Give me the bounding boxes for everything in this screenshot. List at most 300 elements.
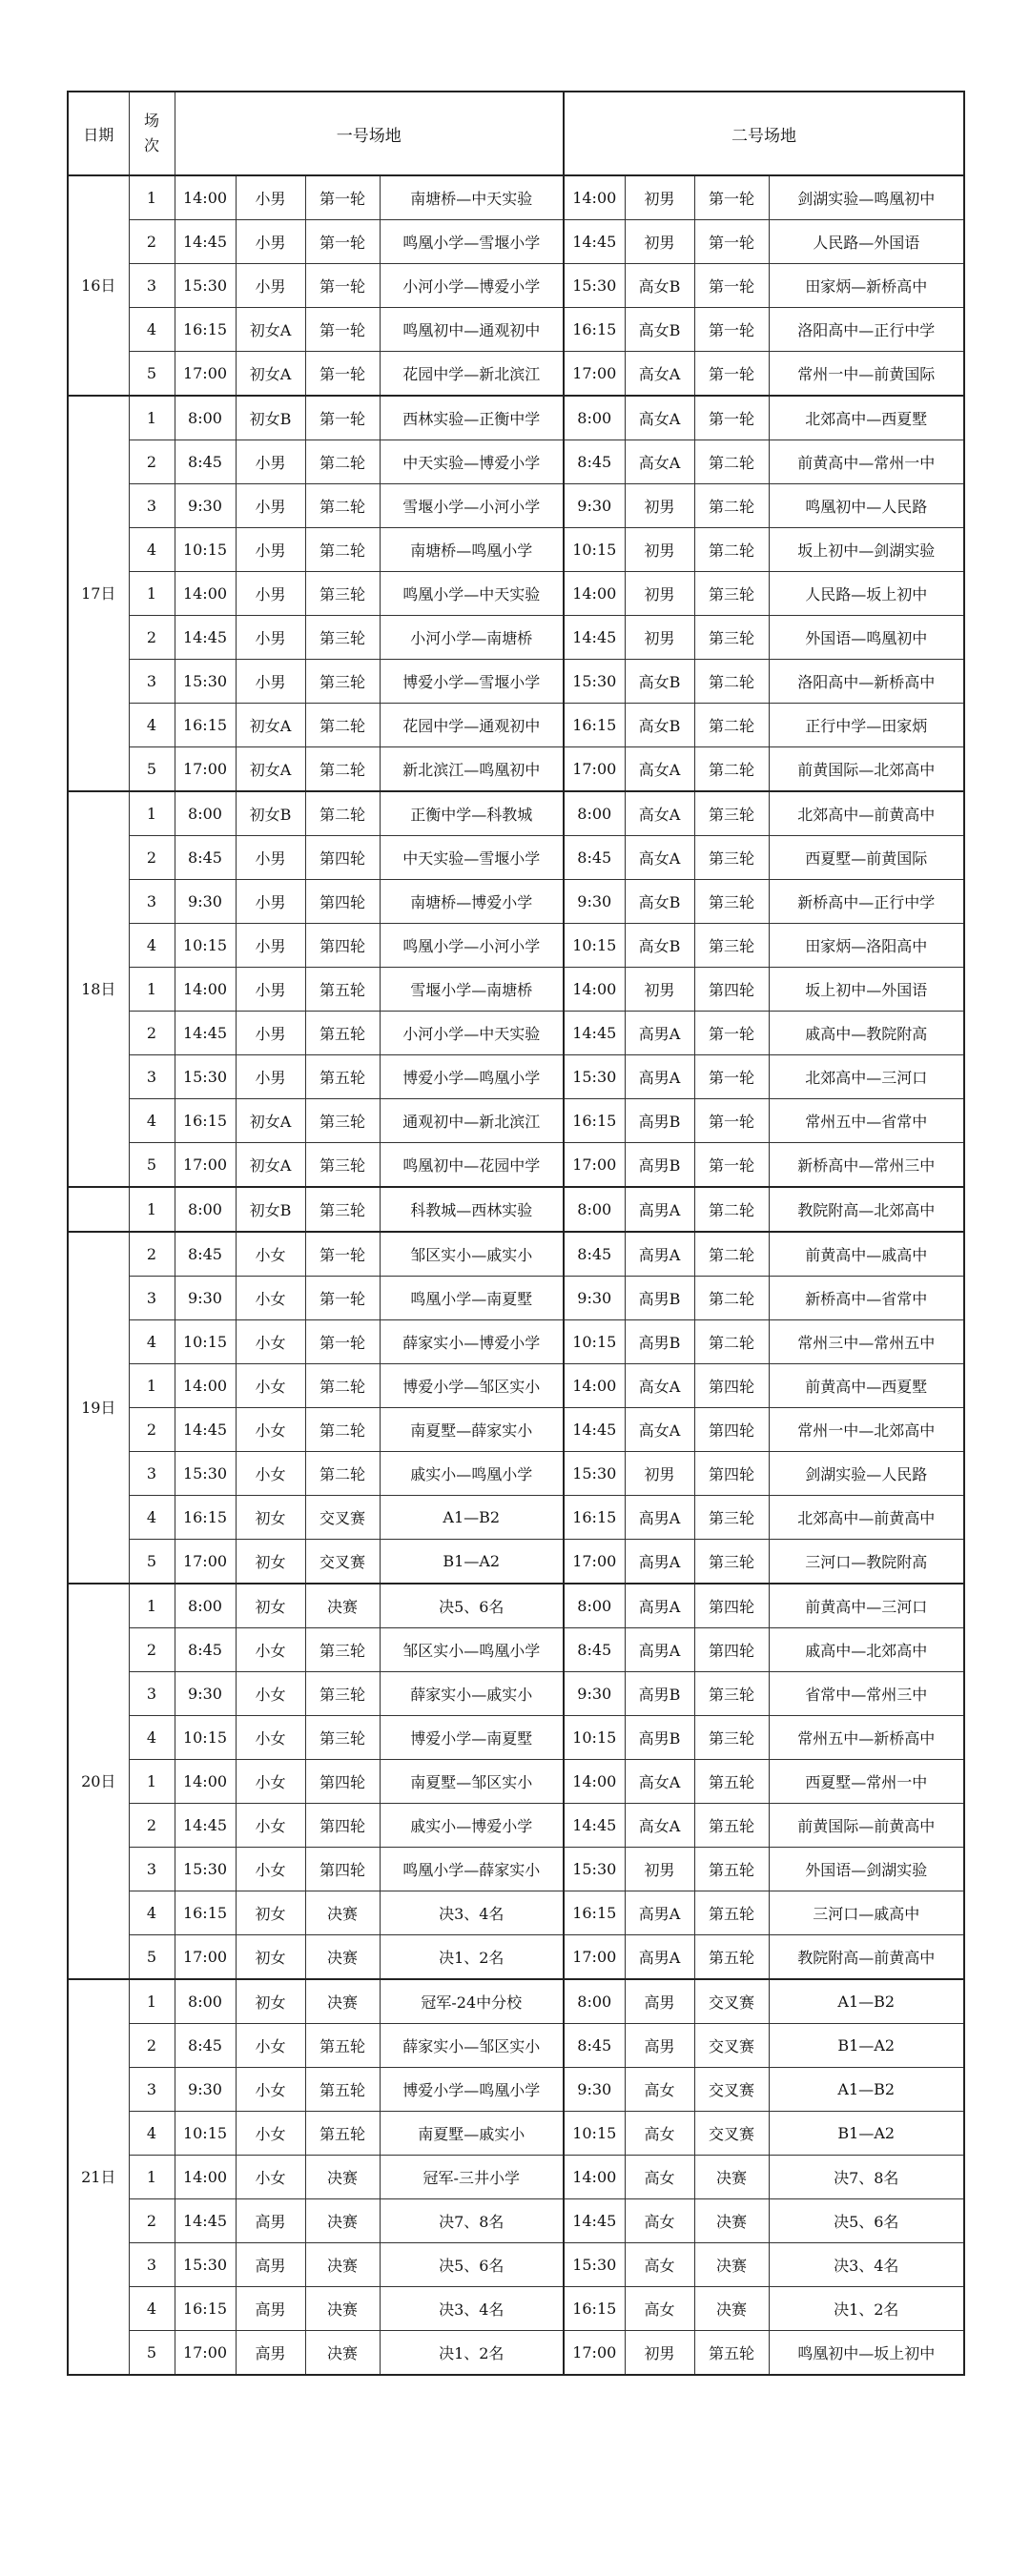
stage-cell-1: 第五轮 bbox=[305, 2068, 380, 2112]
round-cell: 3 bbox=[129, 1277, 175, 1320]
matchup-cell-1: 鸣凰小学—中天实验 bbox=[380, 572, 564, 616]
table-row bbox=[68, 2024, 964, 2068]
stage-cell-2: 决赛 bbox=[694, 2287, 769, 2331]
date-cell: 21日 bbox=[68, 1979, 129, 2375]
matchup-cell-2: B1—A2 bbox=[769, 2112, 964, 2156]
matchup-cell-1: B1—A2 bbox=[380, 1540, 564, 1584]
time-cell-2: 14:00 bbox=[564, 1760, 625, 1804]
matchup-cell-2: 北郊高中—前黄高中 bbox=[769, 791, 964, 836]
round-cell: 3 bbox=[129, 1055, 175, 1099]
table-row bbox=[68, 264, 964, 308]
stage-cell-1: 第一轮 bbox=[305, 220, 380, 264]
time-cell-1: 10:15 bbox=[175, 1716, 236, 1760]
group-cell-1: 初女A bbox=[236, 1143, 305, 1188]
time-cell-2: 15:30 bbox=[564, 1055, 625, 1099]
round-cell: 1 bbox=[129, 396, 175, 440]
table-row bbox=[68, 616, 964, 660]
stage-cell-2: 第一轮 bbox=[694, 396, 769, 440]
table-row bbox=[68, 968, 964, 1012]
stage-cell-1: 第三轮 bbox=[305, 1099, 380, 1143]
time-cell-1: 8:45 bbox=[175, 1628, 236, 1672]
round-cell: 2 bbox=[129, 1804, 175, 1848]
stage-cell-1: 第一轮 bbox=[305, 175, 380, 220]
stage-cell-2: 第三轮 bbox=[694, 1496, 769, 1540]
time-cell-2: 14:45 bbox=[564, 2199, 625, 2243]
matchup-cell-1: 决7、8名 bbox=[380, 2199, 564, 2243]
table-row bbox=[68, 308, 964, 352]
matchup-cell-2: 坂上初中—外国语 bbox=[769, 968, 964, 1012]
round-cell: 3 bbox=[129, 2068, 175, 2112]
stage-cell-2: 第三轮 bbox=[694, 1540, 769, 1584]
group-cell-2: 高男A bbox=[625, 1891, 694, 1935]
round-cell: 4 bbox=[129, 1891, 175, 1935]
round-cell: 1 bbox=[129, 1584, 175, 1628]
group-cell-2: 初男 bbox=[625, 528, 694, 572]
time-cell-1: 14:00 bbox=[175, 1364, 236, 1408]
group-cell-2: 初男 bbox=[625, 1848, 694, 1891]
group-cell-1: 小男 bbox=[236, 660, 305, 704]
group-cell-2: 高男 bbox=[625, 1979, 694, 2024]
time-cell-1: 8:00 bbox=[175, 396, 236, 440]
table-row bbox=[68, 175, 964, 220]
group-cell-2: 高女A bbox=[625, 352, 694, 397]
header-venue-2: 二号场地 bbox=[564, 92, 964, 175]
matchup-cell-1: 冠军-三井小学 bbox=[380, 2156, 564, 2199]
stage-cell-2: 第二轮 bbox=[694, 1187, 769, 1232]
group-cell-1: 小男 bbox=[236, 528, 305, 572]
table-row bbox=[68, 484, 964, 528]
group-cell-1: 初女B bbox=[236, 1187, 305, 1232]
group-cell-2: 高男A bbox=[625, 1540, 694, 1584]
time-cell-2: 16:15 bbox=[564, 2287, 625, 2331]
time-cell-1: 15:30 bbox=[175, 660, 236, 704]
stage-cell-2: 第二轮 bbox=[694, 440, 769, 484]
stage-cell-1: 第四轮 bbox=[305, 836, 380, 880]
round-cell: 2 bbox=[129, 2024, 175, 2068]
time-cell-1: 16:15 bbox=[175, 2287, 236, 2331]
round-cell: 1 bbox=[129, 1979, 175, 2024]
matchup-cell-1: 邹区实小—戚实小 bbox=[380, 1232, 564, 1277]
stage-cell-1: 第二轮 bbox=[305, 1408, 380, 1452]
matchup-cell-2: 前黄国际—北郊高中 bbox=[769, 747, 964, 792]
stage-cell-1: 第二轮 bbox=[305, 484, 380, 528]
stage-cell-2: 第四轮 bbox=[694, 1408, 769, 1452]
stage-cell-1: 第二轮 bbox=[305, 791, 380, 836]
matchup-cell-2: 新桥高中—常州三中 bbox=[769, 1143, 964, 1188]
schedule-table bbox=[67, 91, 965, 2376]
time-cell-1: 14:45 bbox=[175, 616, 236, 660]
table-row bbox=[68, 1935, 964, 1980]
group-cell-2: 初男 bbox=[625, 175, 694, 220]
date-cell bbox=[68, 1187, 129, 1232]
time-cell-1: 15:30 bbox=[175, 1452, 236, 1496]
time-cell-1: 14:45 bbox=[175, 1408, 236, 1452]
group-cell-1: 初女 bbox=[236, 1584, 305, 1628]
table-row bbox=[68, 2068, 964, 2112]
time-cell-1: 14:45 bbox=[175, 1804, 236, 1848]
table-row bbox=[68, 1187, 964, 1232]
group-cell-2: 高女A bbox=[625, 1804, 694, 1848]
time-cell-1: 16:15 bbox=[175, 704, 236, 747]
stage-cell-1: 决赛 bbox=[305, 2156, 380, 2199]
stage-cell-2: 第五轮 bbox=[694, 1804, 769, 1848]
matchup-cell-2: A1—B2 bbox=[769, 2068, 964, 2112]
time-cell-1: 10:15 bbox=[175, 528, 236, 572]
time-cell-1: 8:45 bbox=[175, 440, 236, 484]
group-cell-1: 小女 bbox=[236, 1848, 305, 1891]
matchup-cell-1: 南夏墅—戚实小 bbox=[380, 2112, 564, 2156]
matchup-cell-2: 人民路—外国语 bbox=[769, 220, 964, 264]
group-cell-1: 初女 bbox=[236, 1540, 305, 1584]
table-row bbox=[68, 660, 964, 704]
time-cell-1: 16:15 bbox=[175, 1099, 236, 1143]
group-cell-1: 初女A bbox=[236, 704, 305, 747]
time-cell-2: 17:00 bbox=[564, 1935, 625, 1980]
matchup-cell-1: 决1、2名 bbox=[380, 2331, 564, 2376]
time-cell-2: 9:30 bbox=[564, 2068, 625, 2112]
time-cell-1: 10:15 bbox=[175, 924, 236, 968]
stage-cell-1: 第四轮 bbox=[305, 1848, 380, 1891]
time-cell-1: 15:30 bbox=[175, 1055, 236, 1099]
group-cell-2: 初男 bbox=[625, 220, 694, 264]
stage-cell-2: 第三轮 bbox=[694, 1672, 769, 1716]
date-cell: 16日 bbox=[68, 175, 129, 396]
matchup-cell-2: 前黄高中—西夏墅 bbox=[769, 1364, 964, 1408]
matchup-cell-1: 南塘桥—鸣凰小学 bbox=[380, 528, 564, 572]
matchup-cell-1: 鸣凰小学—小河小学 bbox=[380, 924, 564, 968]
matchup-cell-1: 戚实小—鸣凰小学 bbox=[380, 1452, 564, 1496]
time-cell-2: 8:45 bbox=[564, 1232, 625, 1277]
matchup-cell-1: 博爱小学—鸣凰小学 bbox=[380, 1055, 564, 1099]
stage-cell-2: 第二轮 bbox=[694, 704, 769, 747]
group-cell-1: 小男 bbox=[236, 924, 305, 968]
stage-cell-2: 第四轮 bbox=[694, 1628, 769, 1672]
table-row bbox=[68, 1979, 964, 2024]
round-cell: 3 bbox=[129, 880, 175, 924]
matchup-cell-1: 决5、6名 bbox=[380, 2243, 564, 2287]
group-cell-2: 高女A bbox=[625, 1408, 694, 1452]
stage-cell-1: 交叉赛 bbox=[305, 1540, 380, 1584]
matchup-cell-2: A1—B2 bbox=[769, 1979, 964, 2024]
stage-cell-2: 决赛 bbox=[694, 2199, 769, 2243]
stage-cell-2: 第一轮 bbox=[694, 1143, 769, 1188]
matchup-cell-2: 鸣凰初中—人民路 bbox=[769, 484, 964, 528]
date-cell: 19日 bbox=[68, 1232, 129, 1584]
group-cell-1: 小女 bbox=[236, 2112, 305, 2156]
stage-cell-1: 第三轮 bbox=[305, 1143, 380, 1188]
table-row bbox=[68, 528, 964, 572]
group-cell-1: 小女 bbox=[236, 1760, 305, 1804]
stage-cell-1: 第一轮 bbox=[305, 1277, 380, 1320]
matchup-cell-1: A1—B2 bbox=[380, 1496, 564, 1540]
group-cell-2: 高男B bbox=[625, 1277, 694, 1320]
group-cell-1: 初女A bbox=[236, 1099, 305, 1143]
round-cell: 4 bbox=[129, 924, 175, 968]
group-cell-2: 高男A bbox=[625, 1584, 694, 1628]
round-cell: 4 bbox=[129, 528, 175, 572]
time-cell-2: 9:30 bbox=[564, 1672, 625, 1716]
stage-cell-2: 第四轮 bbox=[694, 1452, 769, 1496]
group-cell-1: 小女 bbox=[236, 1628, 305, 1672]
round-cell: 3 bbox=[129, 264, 175, 308]
matchup-cell-2: 人民路—坂上初中 bbox=[769, 572, 964, 616]
group-cell-1: 小男 bbox=[236, 264, 305, 308]
matchup-cell-1: 南夏墅—邹区实小 bbox=[380, 1760, 564, 1804]
matchup-cell-2: 省常中—常州三中 bbox=[769, 1672, 964, 1716]
stage-cell-2: 第四轮 bbox=[694, 1584, 769, 1628]
group-cell-1: 小男 bbox=[236, 1055, 305, 1099]
stage-cell-1: 第二轮 bbox=[305, 1452, 380, 1496]
table-row bbox=[68, 2156, 964, 2199]
round-cell: 3 bbox=[129, 1452, 175, 1496]
time-cell-1: 17:00 bbox=[175, 1540, 236, 1584]
time-cell-2: 8:45 bbox=[564, 2024, 625, 2068]
stage-cell-2: 第二轮 bbox=[694, 1232, 769, 1277]
stage-cell-1: 第三轮 bbox=[305, 1716, 380, 1760]
group-cell-2: 高女A bbox=[625, 396, 694, 440]
round-cell: 3 bbox=[129, 660, 175, 704]
matchup-cell-1: 小河小学—博爱小学 bbox=[380, 264, 564, 308]
group-cell-2: 高女 bbox=[625, 2199, 694, 2243]
date-cell: 18日 bbox=[68, 791, 129, 1187]
matchup-cell-1: 博爱小学—邹区实小 bbox=[380, 1364, 564, 1408]
matchup-cell-2: 前黄高中—三河口 bbox=[769, 1584, 964, 1628]
group-cell-2: 初男 bbox=[625, 968, 694, 1012]
round-cell: 4 bbox=[129, 1496, 175, 1540]
time-cell-2: 17:00 bbox=[564, 1540, 625, 1584]
round-cell: 1 bbox=[129, 1187, 175, 1232]
stage-cell-2: 第一轮 bbox=[694, 264, 769, 308]
group-cell-2: 高男A bbox=[625, 1232, 694, 1277]
stage-cell-1: 第三轮 bbox=[305, 1187, 380, 1232]
stage-cell-1: 决赛 bbox=[305, 1584, 380, 1628]
round-cell: 1 bbox=[129, 1760, 175, 1804]
table-row bbox=[68, 880, 964, 924]
stage-cell-1: 第五轮 bbox=[305, 968, 380, 1012]
matchup-cell-1: 戚实小—博爱小学 bbox=[380, 1804, 564, 1848]
time-cell-2: 10:15 bbox=[564, 1320, 625, 1364]
stage-cell-1: 第三轮 bbox=[305, 660, 380, 704]
stage-cell-1: 第三轮 bbox=[305, 572, 380, 616]
round-cell: 2 bbox=[129, 616, 175, 660]
matchup-cell-2: 戚高中—教院附高 bbox=[769, 1012, 964, 1055]
time-cell-1: 17:00 bbox=[175, 747, 236, 792]
round-cell: 1 bbox=[129, 968, 175, 1012]
stage-cell-2: 第四轮 bbox=[694, 1364, 769, 1408]
stage-cell-2: 第三轮 bbox=[694, 924, 769, 968]
time-cell-2: 17:00 bbox=[564, 2331, 625, 2376]
stage-cell-1: 第四轮 bbox=[305, 1804, 380, 1848]
stage-cell-1: 第二轮 bbox=[305, 528, 380, 572]
matchup-cell-2: 外国语—剑湖实验 bbox=[769, 1848, 964, 1891]
round-cell: 4 bbox=[129, 308, 175, 352]
matchup-cell-2: 外国语—鸣凰初中 bbox=[769, 616, 964, 660]
matchup-cell-1: 小河小学—中天实验 bbox=[380, 1012, 564, 1055]
stage-cell-2: 第一轮 bbox=[694, 175, 769, 220]
time-cell-1: 10:15 bbox=[175, 2112, 236, 2156]
round-cell: 1 bbox=[129, 572, 175, 616]
matchup-cell-2: 北郊高中—前黄高中 bbox=[769, 1496, 964, 1540]
matchup-cell-1: 南塘桥—博爱小学 bbox=[380, 880, 564, 924]
stage-cell-1: 决赛 bbox=[305, 2243, 380, 2287]
matchup-cell-2: 教院附高—前黄高中 bbox=[769, 1935, 964, 1980]
table-row bbox=[68, 572, 964, 616]
matchup-cell-2: 正行中学—田家炳 bbox=[769, 704, 964, 747]
group-cell-1: 初女A bbox=[236, 352, 305, 397]
table-row bbox=[68, 1760, 964, 1804]
group-cell-2: 高女B bbox=[625, 924, 694, 968]
table-row bbox=[68, 1232, 964, 1277]
round-cell: 4 bbox=[129, 704, 175, 747]
time-cell-2: 15:30 bbox=[564, 2243, 625, 2287]
time-cell-2: 17:00 bbox=[564, 747, 625, 792]
table-row bbox=[68, 1584, 964, 1628]
stage-cell-1: 第一轮 bbox=[305, 308, 380, 352]
time-cell-2: 15:30 bbox=[564, 264, 625, 308]
stage-cell-1: 第二轮 bbox=[305, 440, 380, 484]
group-cell-2: 高女 bbox=[625, 2112, 694, 2156]
matchup-cell-1: 科教城—西林实验 bbox=[380, 1187, 564, 1232]
matchup-cell-2: 前黄国际—前黄高中 bbox=[769, 1804, 964, 1848]
table-row bbox=[68, 2243, 964, 2287]
matchup-cell-2: 洛阳高中—正行中学 bbox=[769, 308, 964, 352]
matchup-cell-1: 新北滨江—鸣凰初中 bbox=[380, 747, 564, 792]
time-cell-2: 8:00 bbox=[564, 791, 625, 836]
matchup-cell-1: 雪堰小学—南塘桥 bbox=[380, 968, 564, 1012]
stage-cell-1: 第三轮 bbox=[305, 1628, 380, 1672]
group-cell-2: 高女 bbox=[625, 2287, 694, 2331]
matchup-cell-2: 西夏墅—常州一中 bbox=[769, 1760, 964, 1804]
group-cell-1: 小女 bbox=[236, 1452, 305, 1496]
table-row bbox=[68, 396, 964, 440]
stage-cell-2: 第一轮 bbox=[694, 220, 769, 264]
time-cell-2: 14:00 bbox=[564, 1364, 625, 1408]
stage-cell-1: 第一轮 bbox=[305, 352, 380, 397]
matchup-cell-2: 西夏墅—前黄国际 bbox=[769, 836, 964, 880]
table-row bbox=[68, 1055, 964, 1099]
time-cell-1: 9:30 bbox=[175, 880, 236, 924]
matchup-cell-2: 三河口—教院附高 bbox=[769, 1540, 964, 1584]
matchup-cell-2: 坂上初中—剑湖实验 bbox=[769, 528, 964, 572]
group-cell-2: 高女 bbox=[625, 2068, 694, 2112]
matchup-cell-2: 决5、6名 bbox=[769, 2199, 964, 2243]
group-cell-1: 小女 bbox=[236, 1804, 305, 1848]
stage-cell-1: 交叉赛 bbox=[305, 1496, 380, 1540]
stage-cell-1: 第四轮 bbox=[305, 880, 380, 924]
stage-cell-2: 第五轮 bbox=[694, 1760, 769, 1804]
round-cell: 2 bbox=[129, 440, 175, 484]
stage-cell-1: 决赛 bbox=[305, 2331, 380, 2376]
time-cell-2: 15:30 bbox=[564, 660, 625, 704]
matchup-cell-2: 田家炳—洛阳高中 bbox=[769, 924, 964, 968]
time-cell-1: 16:15 bbox=[175, 1891, 236, 1935]
stage-cell-1: 第四轮 bbox=[305, 924, 380, 968]
header-round bbox=[129, 92, 175, 175]
matchup-cell-1: 鸣凰小学—南夏墅 bbox=[380, 1277, 564, 1320]
stage-cell-2: 第三轮 bbox=[694, 572, 769, 616]
time-cell-2: 14:00 bbox=[564, 968, 625, 1012]
table-row bbox=[68, 1012, 964, 1055]
group-cell-1: 小男 bbox=[236, 572, 305, 616]
round-cell: 5 bbox=[129, 747, 175, 792]
group-cell-2: 高男B bbox=[625, 1672, 694, 1716]
group-cell-1: 初女 bbox=[236, 1496, 305, 1540]
table-row bbox=[68, 2112, 964, 2156]
table-row bbox=[68, 1848, 964, 1891]
stage-cell-1: 第五轮 bbox=[305, 2024, 380, 2068]
header-round-line1: 场 bbox=[143, 112, 159, 130]
group-cell-2: 高女B bbox=[625, 704, 694, 747]
matchup-cell-1: 薛家实小—邹区实小 bbox=[380, 2024, 564, 2068]
time-cell-1: 8:00 bbox=[175, 1584, 236, 1628]
time-cell-2: 8:45 bbox=[564, 1628, 625, 1672]
group-cell-2: 高女A bbox=[625, 791, 694, 836]
group-cell-2: 高女B bbox=[625, 264, 694, 308]
stage-cell-2: 第三轮 bbox=[694, 836, 769, 880]
time-cell-1: 9:30 bbox=[175, 1277, 236, 1320]
time-cell-2: 8:00 bbox=[564, 1187, 625, 1232]
group-cell-1: 小男 bbox=[236, 220, 305, 264]
stage-cell-1: 第一轮 bbox=[305, 396, 380, 440]
group-cell-2: 高男B bbox=[625, 1099, 694, 1143]
group-cell-2: 高女B bbox=[625, 660, 694, 704]
date-cell: 20日 bbox=[68, 1584, 129, 1979]
stage-cell-2: 交叉赛 bbox=[694, 2112, 769, 2156]
matchup-cell-2: 戚高中—北郊高中 bbox=[769, 1628, 964, 1672]
round-cell: 2 bbox=[129, 1232, 175, 1277]
stage-cell-2: 第一轮 bbox=[694, 352, 769, 397]
group-cell-1: 小女 bbox=[236, 1716, 305, 1760]
stage-cell-1: 第三轮 bbox=[305, 616, 380, 660]
group-cell-1: 小女 bbox=[236, 1232, 305, 1277]
time-cell-2: 16:15 bbox=[564, 1496, 625, 1540]
matchup-cell-1: 博爱小学—鸣凰小学 bbox=[380, 2068, 564, 2112]
time-cell-2: 10:15 bbox=[564, 924, 625, 968]
table-row bbox=[68, 1891, 964, 1935]
time-cell-2: 14:00 bbox=[564, 175, 625, 220]
stage-cell-2: 决赛 bbox=[694, 2156, 769, 2199]
time-cell-1: 10:15 bbox=[175, 1320, 236, 1364]
matchup-cell-1: 决3、4名 bbox=[380, 2287, 564, 2331]
stage-cell-1: 决赛 bbox=[305, 1935, 380, 1980]
matchup-cell-2: 决1、2名 bbox=[769, 2287, 964, 2331]
table-row bbox=[68, 836, 964, 880]
round-cell: 5 bbox=[129, 2331, 175, 2376]
stage-cell-1: 第二轮 bbox=[305, 747, 380, 792]
time-cell-2: 14:00 bbox=[564, 572, 625, 616]
matchup-cell-2: 决3、4名 bbox=[769, 2243, 964, 2287]
matchup-cell-2: 决7、8名 bbox=[769, 2156, 964, 2199]
stage-cell-2: 第二轮 bbox=[694, 1277, 769, 1320]
table-row bbox=[68, 704, 964, 747]
time-cell-2: 14:45 bbox=[564, 616, 625, 660]
group-cell-1: 初女 bbox=[236, 1935, 305, 1980]
matchup-cell-2: 前黄高中—戚高中 bbox=[769, 1232, 964, 1277]
stage-cell-2: 第二轮 bbox=[694, 660, 769, 704]
round-cell: 5 bbox=[129, 1540, 175, 1584]
group-cell-1: 高男 bbox=[236, 2331, 305, 2376]
matchup-cell-1: 冠军-24中分校 bbox=[380, 1979, 564, 2024]
round-cell: 3 bbox=[129, 1848, 175, 1891]
round-cell: 2 bbox=[129, 1628, 175, 1672]
time-cell-1: 16:15 bbox=[175, 308, 236, 352]
time-cell-2: 10:15 bbox=[564, 1716, 625, 1760]
time-cell-2: 14:00 bbox=[564, 2156, 625, 2199]
group-cell-2: 高女A bbox=[625, 836, 694, 880]
matchup-cell-2: 新桥高中—正行中学 bbox=[769, 880, 964, 924]
group-cell-1: 小男 bbox=[236, 616, 305, 660]
table-row bbox=[68, 924, 964, 968]
